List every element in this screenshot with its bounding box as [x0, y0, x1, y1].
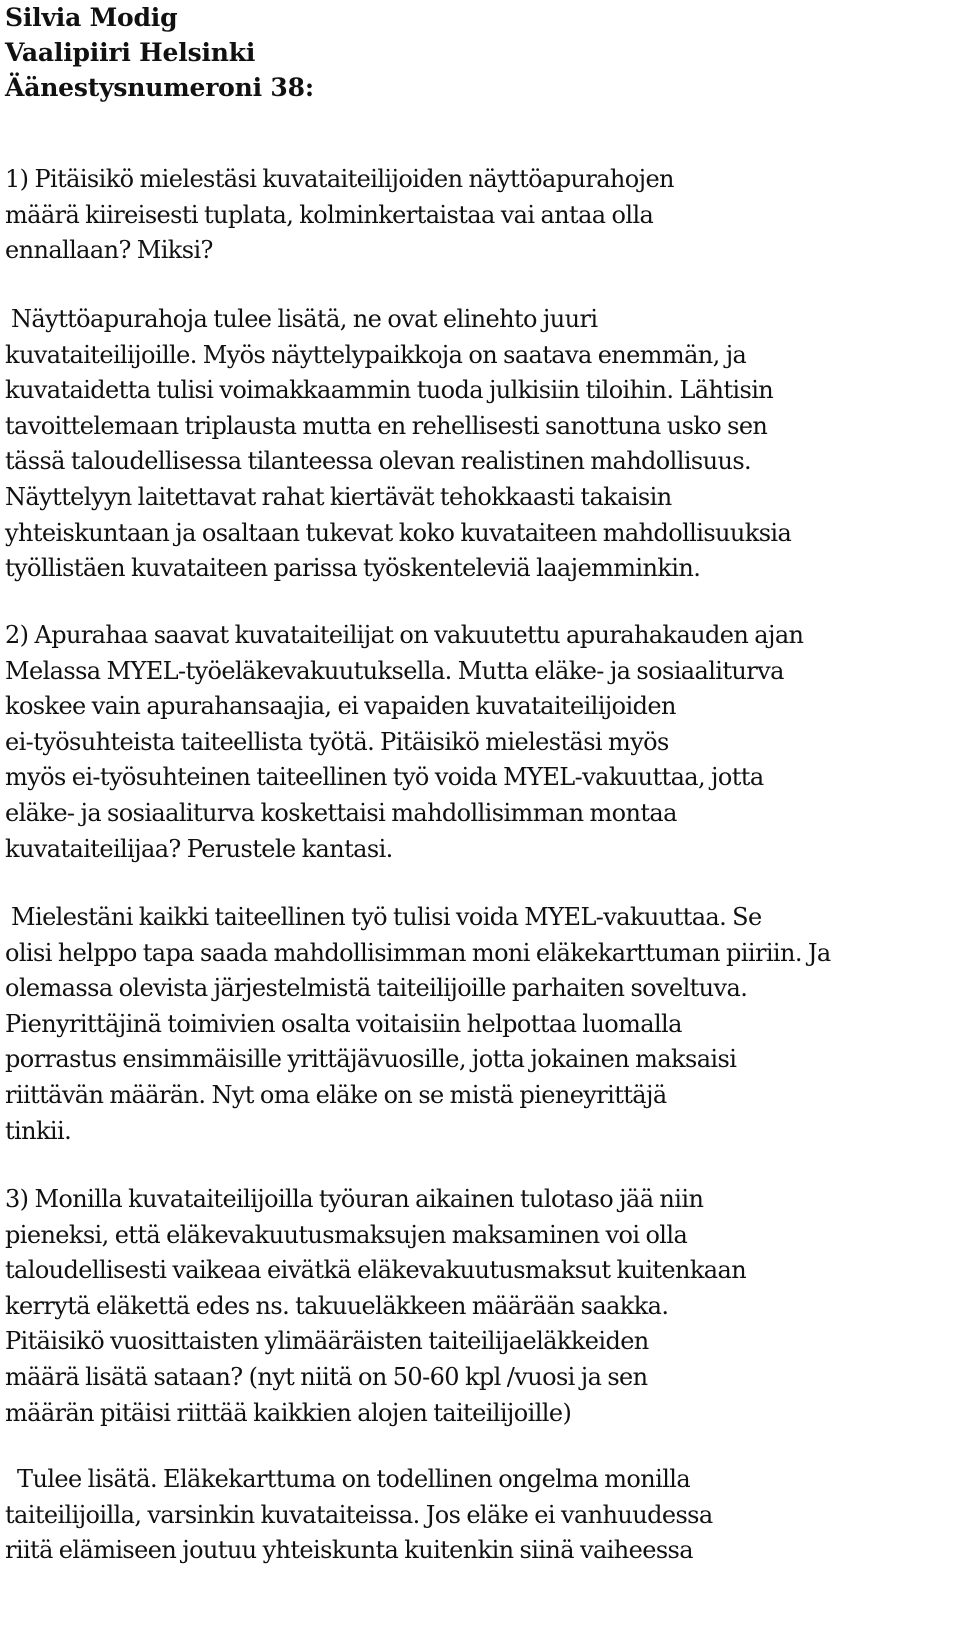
text-line: määrä lisätä sataan? (nyt niitä on 50-60 kpl /vuosi ja sen: [5, 1362, 648, 1391]
text-line: ei-työsuhteista taiteellista työtä. Pitäisikö mielestäsi myös: [5, 727, 669, 756]
question-2: [5, 618, 803, 867]
text-line: Melassa MYEL-työeläkevakuutuksella. Mutta eläke- ja sosiaaliturva: [5, 656, 784, 685]
text-line: koskee vain apurahansaajia, ei vapaiden kuvataiteilijoiden: [5, 692, 676, 721]
text-line: Pitäisikö vuosittaisten ylimääräisten taiteilijaeläkkeiden: [5, 1327, 649, 1356]
text-line: kerrytä eläkettä edes ns. takuueläkkeen määrään saakka.: [5, 1291, 669, 1320]
text-line: olemassa olevista järjestelmistä taiteilijoille parhaiten soveltuva.: [5, 974, 748, 1003]
text-line: kuvataiteilijaa? Perustele kantasi.: [5, 834, 393, 863]
text-line: myös ei-työsuhteinen taiteellinen työ voida MYEL-vakuuttaa, jotta: [5, 763, 764, 792]
text-line: ennallaan? Miksi?: [5, 236, 213, 265]
text-line: Näyttöapurahoja tulee lisätä, ne ovat elinehto juuri: [5, 305, 598, 333]
question-1: [5, 162, 674, 269]
text-line: taloudellisesti vaikeaa eivätkä eläkevakuutusmaksut kuitenkaan: [5, 1256, 747, 1285]
electoral-district: Vaalipiiri Helsinki: [5, 38, 256, 67]
text-line: pieneksi, että eläkevakuutusmaksujen maksaminen voi olla: [5, 1220, 688, 1249]
text-line: porrastus ensimmäisille yrittäjävuosille, jotta jokainen maksaisi: [5, 1045, 737, 1074]
candidate-number: Äänestysnumeroni 38:: [5, 73, 314, 102]
text-line: Tulee lisätä. Eläkekarttuma on todellinen ongelma monilla: [5, 1465, 691, 1493]
candidate-name: Silvia Modig: [5, 3, 178, 32]
text-line: tässä taloudellisessa tilanteessa olevan realistinen mahdollisuus.: [5, 447, 752, 476]
text-line: riittävän määrän. Nyt oma eläke on se mistä pieneyrittäjä: [5, 1080, 667, 1109]
question-3: [5, 1182, 746, 1431]
text-line: työllistäen kuvataiteen parissa työskenteleviä laajemminkin.: [5, 554, 701, 583]
text-line: 1) Pitäisikö mielestäsi kuvataiteilijoiden näyttöapurahojen: [5, 165, 674, 193]
text-line: Pienyrittäjinä toimivien osalta voitaisiin helpottaa luomalla: [5, 1009, 682, 1038]
text-line: kuvataiteilijoille. Myös näyttelypaikkoja on saatava enemmän, ja: [5, 340, 747, 369]
text-line: tinkii.: [5, 1116, 72, 1145]
text-line: määrän pitäisi riittää kaikkien alojen taiteilijoille): [5, 1398, 572, 1427]
text-line: tavoittelemaan triplausta mutta en rehellisesti sanottuna usko sen: [5, 411, 768, 440]
text-line: taiteilijoilla, varsinkin kuvataiteissa. Jos eläke ei vanhuudessa: [5, 1500, 713, 1529]
text-line: 3) Monilla kuvataiteilijoilla työuran aikainen tulotaso jää niin: [5, 1185, 704, 1213]
answer-3: [5, 1462, 713, 1569]
text-line: olisi helppo tapa saada mahdollisimman moni eläkekarttuman piiriin. Ja: [5, 938, 831, 967]
answer-1: [5, 302, 791, 587]
text-line: riitä elämiseen joutuu yhteiskunta kuitenkin siinä vaiheessa: [5, 1536, 693, 1565]
document-header: [5, 0, 314, 105]
text-line: Näyttelyyn laitettavat rahat kiertävät tehokkaasti takaisin: [5, 482, 672, 511]
text-line: eläke- ja sosiaaliturva koskettaisi mahdollisimman montaa: [5, 798, 677, 827]
text-line: 2) Apurahaa saavat kuvataiteilijat on vakuutettu apurahakauden ajan: [5, 621, 804, 649]
text-line: yhteiskuntaan ja osaltaan tukevat koko kuvataiteen mahdollisuuksia: [5, 518, 792, 547]
text-line: Mielestäni kaikki taiteellinen työ tulisi voida MYEL-vakuuttaa. Se: [5, 903, 762, 931]
text-line: kuvataidetta tulisi voimakkaammin tuoda julkisiin tiloihin. Lähtisin: [5, 376, 774, 405]
answer-2: [5, 900, 831, 1149]
text-line: määrä kiireisesti tuplata, kolminkertaistaa vai antaa olla: [5, 200, 654, 229]
